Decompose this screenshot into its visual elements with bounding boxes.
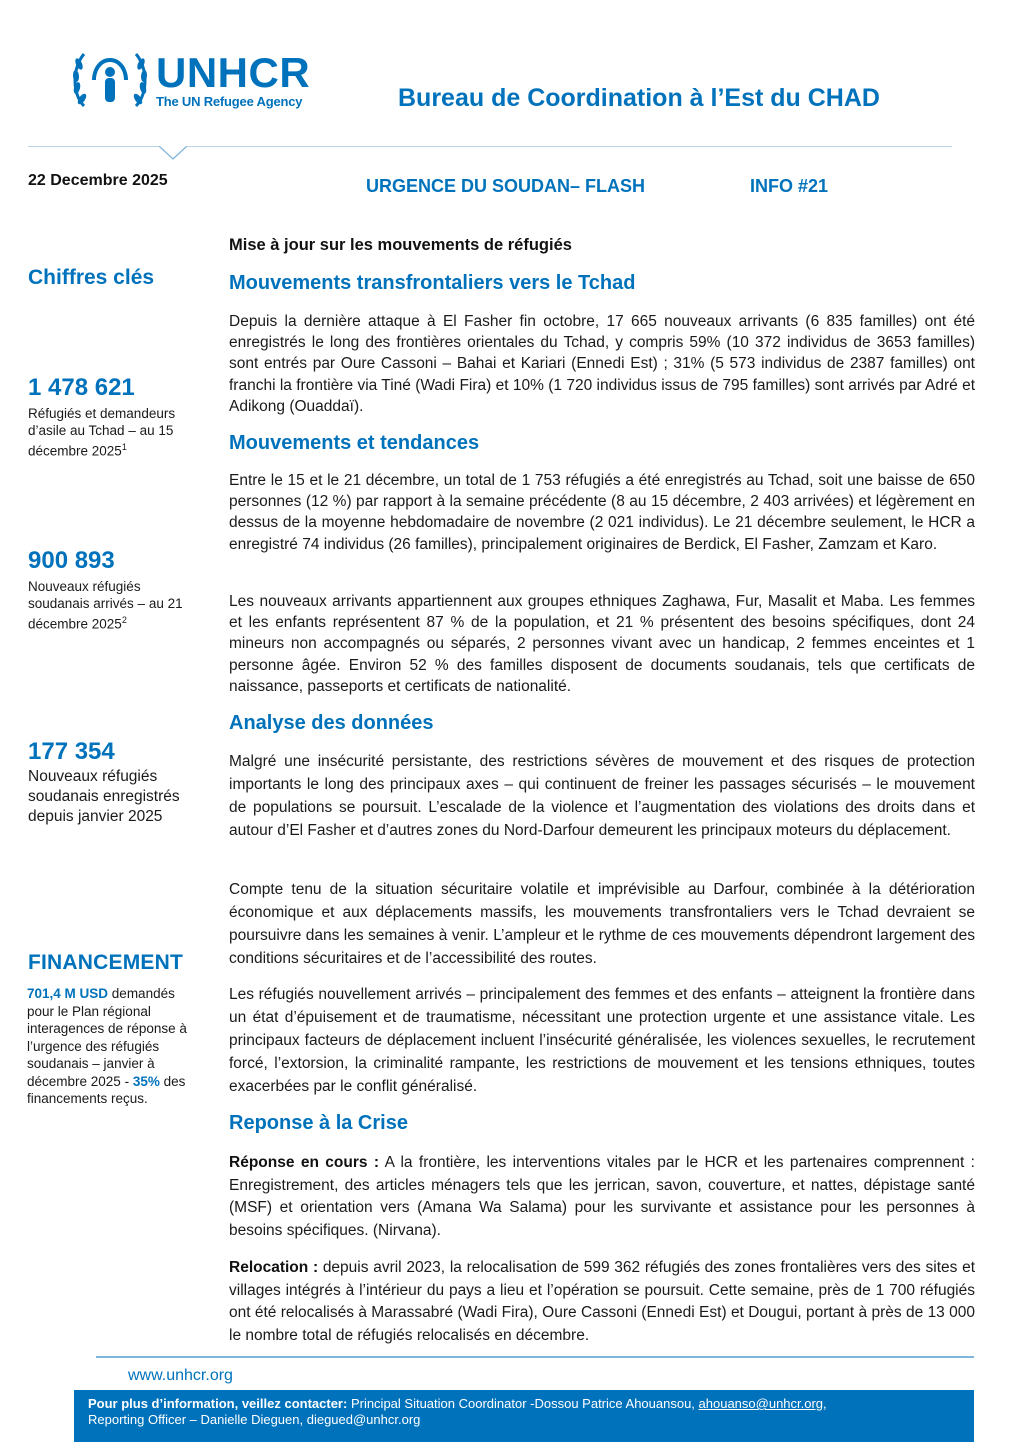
website-link[interactable]: www.unhcr.org [128, 1367, 233, 1384]
section-title: Reponse à la Crise [229, 1112, 408, 1134]
contact-line-2: Reporting Officer – Danielle Dieguen, diegued@unhcr.org [88, 1412, 421, 1427]
report-date: 22 Decembre 2025 [28, 172, 168, 189]
section-paragraph: Les nouveaux arrivants appartiennent aux groupes ethniques Zaghawa, Fur, Masalit et Maba. Les femmes et les enfants représentent 87 % de la population, et 21 % présentent des besoins spécifiques, dont 24 mineurs non accompagnés ou séparés, 2 personnes vivant avec un handicap, 2 femmes enceintes et 1 personne âgée. Environ 52 % des familles disposent de documents soudanais, tels que certificats de naissance, passeports et certificats de nationalité. [229, 593, 975, 695]
unhcr-logo [70, 46, 350, 116]
header-notch-icon [159, 146, 187, 160]
relocation-paragraph: Relocation : depuis avril 2023, la relocalisation de 599 362 réfugiés des zones frontalières vers des sites et villages intégrés à l’intérieur du pays a lieu et l’opération se poursuit. Cette semaine, près de 1 700 réfugiés ont été relocalisés à Marassabré (Wadi Fira), Oure Cassoni (Ennedi Est) et Dougui, portant à près de 13 000 le nombre total de réfugiés relocalisés en décembre. [229, 1259, 976, 1344]
info-number: INFO #21 [750, 176, 829, 196]
flash-label: URGENCE DU SOUDAN– FLASH [366, 176, 646, 196]
funding-text: 701,4 M USD demandés pour le Plan régional interagences de réponse à l’urgence des réfugiés soudanais – janvier à décembre 2025 - 35% des financements reçus. [27, 986, 187, 1106]
figure-value: 1 478 621 [28, 374, 135, 401]
section-paragraph: Malgré une insécurité persistante, des restrictions sévères de mouvement et des risques de protection importants le long des principaux axes – qui continuent de freiner les passages sécurisés – le mouvement de populations se poursuit. L’escalade de la violence et l’augmentation des violations des droits dans et autour d’El Fasher et d’autres zones du Nord-Darfour demeurent les principaux moteurs du déplacement. [229, 753, 975, 839]
section-paragraph: Depuis la dernière attaque à El Fasher fin octobre, 17 665 nouveaux arrivants (6 835 familles) ont été enregistrés le long des frontières orientales du Tchad, y compris 59% (10 372 individus de 3653 familles) sont entrés par Oure Cassoni – Bahai et Kariari (Ennedi Est) ; 31% (5 573 individus de 2387 familles) ont franchi la frontière via Tiné (Wadi Fira) et 10% (1 720 individus issus de 795 familles) sont arrivés par Adré et Adikong (Ouaddaï). [229, 313, 975, 415]
section-title: Mouvements transfrontaliers vers le Tchad [229, 272, 636, 294]
logo-wordmark: UNHCR [156, 49, 311, 96]
section-paragraph: Compte tenu de la situation sécuritaire volatile et imprévisible au Darfour, combinée à la détérioration économique et aux déplacements massifs, les mouvements transfrontaliers vers le Tchad devraient se poursuivre dans les semaines à venir. L’ampleur et le rythme de ces mouvements dépendront largement des conditions sécuritaires et de l’accessibilité des routes. [229, 881, 975, 967]
section-title: Mouvements et tendances [229, 432, 480, 454]
logo-tagline: The UN Refugee Agency [156, 94, 303, 109]
bureau-title: Bureau de Coordination à l’Est du CHAD [398, 84, 880, 112]
contact-line-1: Pour plus d’information, veillez contacter: Principal Situation Coordinator -Dossou Patrice Ahouansou, ahouanso@unhcr.org, [88, 1396, 827, 1411]
key-figures-title: Chiffres clés [28, 266, 155, 289]
response-paragraph: Réponse en cours : A la frontière, les interventions vitales par le HCR et les partenaires comprennent : Enregistrement, des articles ménagers tels que les jerrican, savon, couverture, et nattes, dépistage santé (MSF) et orientation vers (Amana Wa Salama) pour les survivante et assistance pour les personnes à besoins spécifiques. (Nirvana). [229, 1154, 975, 1239]
footer-divider [96, 1356, 974, 1358]
section-paragraph: Les réfugiés nouvellement arrivés – principalement des femmes et des enfants – atteignent la frontière dans un état d’épuisement et de traumatisme, nécessitant une protection urgente et une assistance vitale. Les principaux facteurs de déplacement incluent l’insécurité généralisée, les violences sexuelles, le recrutement forcé, l’extorsion, la criminalité rampante, les restrictions de mouvement et les tensions ethniques, toutes exacerbées par le conflit généralisé. [229, 986, 975, 1095]
figure-caption: Nouveaux réfugiés soudanais enregistrés depuis janvier 2025 [28, 768, 180, 825]
laurel-people-icon [70, 46, 150, 112]
update-lead: Mise à jour sur les mouvements de réfugiés [229, 236, 572, 254]
figure-caption: Nouveaux réfugiés soudanais arrivés – au 21 décembre 2025$^2$ [28, 579, 183, 632]
section-paragraph: Entre le 15 et le 21 décembre, un total de 1 753 réfugiés a été enregistrés au Tchad, soit une baisse de 650 personnes (12 %) par rapport à la semaine précédente (8 au 15 décembre, 2 403 arrivées) et légèrement en dessus de la moyenne hebdomadaire de novembre (2 021 individus). Le 21 décembre seulement, le HCR a enregistré 74 individus (26 familles), principalement originaires de Berdick, El Fasher, Zamzam et Karo. [229, 472, 975, 553]
contact-email-link[interactable]: ahouanso@unhcr.org [698, 1396, 824, 1411]
figure-value: 177 354 [28, 738, 115, 765]
section-title: Analyse des données [229, 712, 434, 734]
figure-caption: Réfugiés et demandeurs d’asile au Tchad – au 15 décembre 2025$^1$ [28, 406, 176, 459]
contact-bar [74, 1390, 974, 1442]
funding-title: FINANCEMENT [28, 951, 184, 974]
figure-value: 900 893 [28, 547, 115, 574]
